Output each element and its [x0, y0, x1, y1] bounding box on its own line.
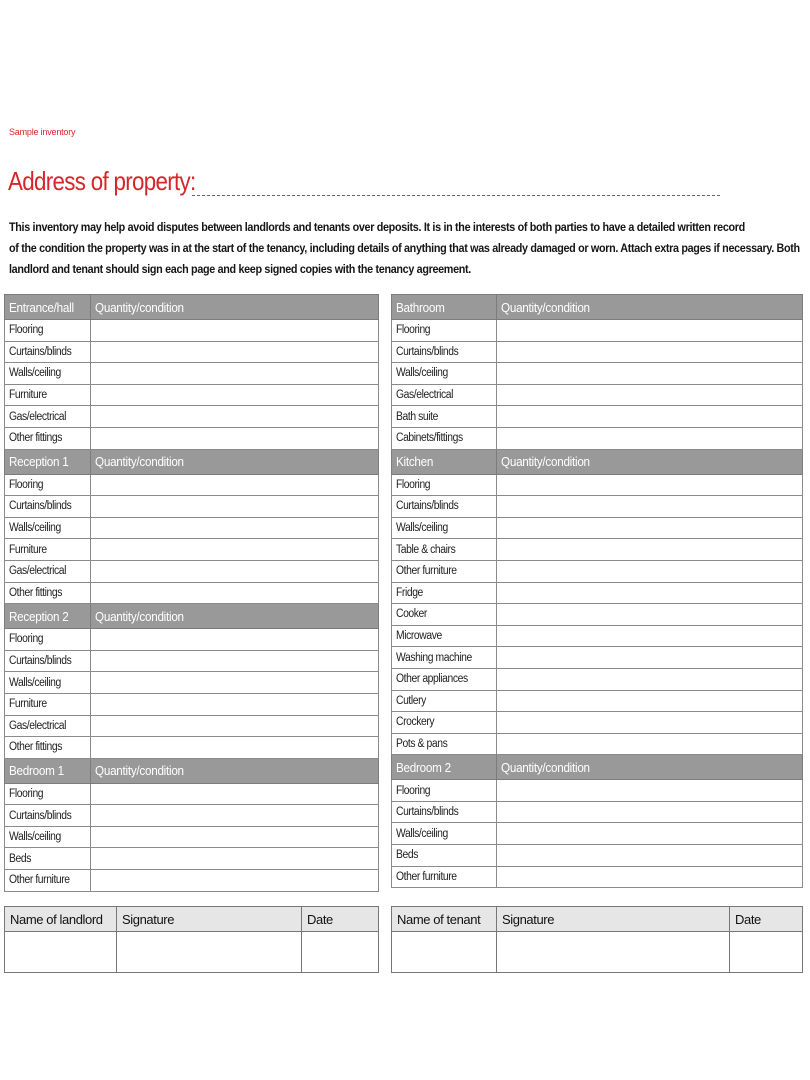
condition-field[interactable]: [497, 801, 803, 823]
intro-line: of the condition the property was in at the start of the tenancy, including details of anything that was already damaged or worn. Attach extra pages if necessary. Both: [9, 242, 800, 255]
item-label: [5, 384, 91, 406]
item-label: [5, 870, 91, 892]
table-row: [5, 363, 379, 385]
item-label-text: Flooring: [396, 478, 431, 491]
item-label: [392, 560, 497, 582]
condition-field[interactable]: [91, 560, 379, 582]
section-title: [5, 295, 91, 320]
item-label-text: Table & chairs: [396, 543, 456, 556]
condition-field[interactable]: [497, 406, 803, 428]
item-label-text: Cutlery: [396, 694, 426, 707]
condition-field[interactable]: [497, 690, 803, 712]
item-label-text: Walls/ceiling: [9, 676, 61, 689]
item-label-text: Walls/ceiling: [396, 367, 448, 380]
section-column-header: [497, 755, 803, 780]
item-label-text: Other furniture: [9, 874, 70, 887]
table-row: [392, 780, 803, 802]
item-label: [5, 427, 91, 449]
condition-field[interactable]: [497, 647, 803, 669]
section-column-header-text: Quantity/condition: [95, 454, 184, 470]
condition-field[interactable]: [91, 848, 379, 870]
condition-field[interactable]: [497, 539, 803, 561]
table-row: [392, 668, 803, 690]
condition-field[interactable]: [497, 780, 803, 802]
item-label-text: Curtains/blinds: [396, 345, 459, 358]
item-label: [5, 737, 91, 759]
condition-field[interactable]: [91, 715, 379, 737]
item-label: [392, 474, 497, 496]
item-label: [392, 406, 497, 428]
item-label-text: Curtains/blinds: [9, 809, 72, 822]
table-row: [5, 582, 379, 604]
section-header-entrance-hall: [5, 295, 379, 320]
section-title-text: Bathroom: [396, 299, 445, 315]
item-label: [392, 866, 497, 888]
condition-field[interactable]: [91, 629, 379, 651]
condition-field[interactable]: [91, 474, 379, 496]
item-label: [5, 582, 91, 604]
tenant-name-header: Name of tenant: [392, 907, 497, 932]
item-label-text: Gas/electrical: [396, 389, 454, 402]
condition-field[interactable]: [91, 672, 379, 694]
section-column-header: [91, 295, 379, 320]
item-label: [5, 560, 91, 582]
condition-field[interactable]: [497, 496, 803, 518]
item-label-text: Curtains/blinds: [9, 500, 72, 513]
item-label: [5, 715, 91, 737]
section-title-text: Kitchen: [396, 454, 434, 470]
table-row: [5, 805, 379, 827]
landlord-name-field[interactable]: [5, 932, 117, 973]
item-label-text: Gas/electrical: [9, 410, 67, 423]
tenant-name-field[interactable]: [392, 932, 497, 973]
item-label: [392, 427, 497, 449]
condition-field[interactable]: [497, 668, 803, 690]
item-label-text: Curtains/blinds: [396, 500, 459, 513]
item-label-text: Other furniture: [396, 565, 457, 578]
condition-field[interactable]: [91, 805, 379, 827]
item-label-text: Flooring: [396, 784, 431, 797]
table-row: [392, 517, 803, 539]
item-label-text: Gas/electrical: [9, 565, 67, 578]
item-label-text: Furniture: [9, 698, 47, 711]
item-label-text: Beds: [396, 849, 418, 862]
table-row: [5, 848, 379, 870]
item-label-text: Flooring: [9, 478, 44, 491]
condition-field[interactable]: [497, 582, 803, 604]
address-line[interactable]: [192, 195, 720, 196]
condition-field[interactable]: [91, 341, 379, 363]
item-label-text: Flooring: [9, 633, 44, 646]
landlord-date-header: Date: [302, 907, 379, 932]
condition-field[interactable]: [497, 517, 803, 539]
section-column-header-text: Quantity/condition: [95, 299, 184, 315]
section-column-header: [91, 449, 379, 474]
item-label: [5, 406, 91, 428]
section-column-header: [497, 449, 803, 474]
table-row: [392, 733, 803, 755]
item-label: [392, 363, 497, 385]
item-label: [392, 801, 497, 823]
table-row: [5, 629, 379, 651]
table-row: [5, 650, 379, 672]
condition-field[interactable]: [91, 539, 379, 561]
item-label-text: Flooring: [9, 787, 44, 800]
item-label: [5, 848, 91, 870]
item-label: [5, 672, 91, 694]
item-label-text: Curtains/blinds: [9, 655, 72, 668]
condition-field[interactable]: [91, 384, 379, 406]
section-header-kitchen: [392, 449, 803, 474]
item-label: [392, 690, 497, 712]
landlord-name-header: Name of landlord: [5, 907, 117, 932]
section-title-text: Bedroom 1: [9, 763, 64, 779]
item-label: [392, 733, 497, 755]
tenant-date-field[interactable]: [730, 932, 803, 973]
section-header-reception-2: [5, 604, 379, 629]
item-label-text: Curtains/blinds: [396, 806, 459, 819]
tenant-date-header: Date: [730, 907, 803, 932]
item-label: [392, 517, 497, 539]
item-label-text: Other furniture: [396, 870, 457, 883]
condition-field[interactable]: [91, 693, 379, 715]
condition-field[interactable]: [497, 474, 803, 496]
item-label-text: Other fittings: [9, 586, 63, 599]
item-label-text: Walls/ceiling: [396, 827, 448, 840]
table-row: [5, 341, 379, 363]
item-label: [392, 845, 497, 867]
tenant-signature-field[interactable]: [497, 932, 730, 973]
condition-field[interactable]: [497, 427, 803, 449]
condition-field[interactable]: [91, 870, 379, 892]
condition-field[interactable]: [91, 320, 379, 342]
item-label-text: Pots & pans: [396, 737, 448, 750]
item-label-text: Gas/electrical: [9, 719, 67, 732]
condition-field[interactable]: [497, 625, 803, 647]
item-label-text: Crockery: [396, 716, 435, 729]
item-label-text: Microwave: [396, 630, 442, 643]
landlord-date-field[interactable]: [302, 932, 379, 973]
intro-text: [9, 217, 799, 280]
condition-field[interactable]: [497, 823, 803, 845]
table-row: [392, 604, 803, 626]
tenant-signature-table: [391, 906, 803, 973]
table-row: [392, 474, 803, 496]
landlord-signature-field[interactable]: [117, 932, 302, 973]
condition-field[interactable]: [497, 341, 803, 363]
item-label: [5, 517, 91, 539]
table-row: [392, 427, 803, 449]
condition-field[interactable]: [91, 406, 379, 428]
item-label-text: Flooring: [396, 324, 431, 337]
section-title: [392, 755, 497, 780]
item-label-text: Washing machine: [396, 651, 472, 664]
item-label: [5, 783, 91, 805]
table-row: [5, 826, 379, 848]
landlord-signature-header: Signature: [117, 907, 302, 932]
section-column-header: [91, 604, 379, 629]
table-row: [5, 560, 379, 582]
table-row: [392, 560, 803, 582]
item-label: [392, 341, 497, 363]
condition-field[interactable]: [91, 737, 379, 759]
table-row: [5, 693, 379, 715]
condition-field[interactable]: [497, 384, 803, 406]
item-label-text: Bath suite: [396, 410, 438, 423]
condition-field[interactable]: [91, 826, 379, 848]
item-label-text: Walls/ceiling: [9, 522, 61, 535]
item-label: [5, 320, 91, 342]
table-row: [392, 582, 803, 604]
item-label-text: Cooker: [396, 608, 427, 621]
condition-field[interactable]: [91, 783, 379, 805]
section-title-text: Entrance/hall: [9, 299, 74, 315]
table-row: [5, 427, 379, 449]
address-label: Address of property:: [8, 166, 196, 196]
table-row: [5, 672, 379, 694]
table-row: [5, 715, 379, 737]
table-row: [5, 406, 379, 428]
section-column-header-text: Quantity/condition: [501, 299, 590, 315]
table-row: [392, 823, 803, 845]
item-label: [392, 384, 497, 406]
table-row: [392, 406, 803, 428]
intro-line: landlord and tenant should sign each page and keep signed copies with the tenancy agreement.: [9, 263, 471, 276]
section-title: [392, 295, 497, 320]
item-label: [392, 625, 497, 647]
condition-field[interactable]: [497, 845, 803, 867]
condition-field[interactable]: [91, 496, 379, 518]
table-row: [5, 496, 379, 518]
section-column-header: [497, 295, 803, 320]
item-label-text: Cabinets/fittings: [396, 432, 463, 445]
section-column-header-text: Quantity/condition: [95, 608, 184, 624]
item-label: [5, 805, 91, 827]
condition-field[interactable]: [91, 582, 379, 604]
item-label: [392, 823, 497, 845]
condition-field[interactable]: [497, 604, 803, 626]
landlord-signature-table: [4, 906, 379, 973]
item-label: [5, 539, 91, 561]
item-label-text: Flooring: [9, 324, 44, 337]
item-label: [392, 712, 497, 734]
tenant-signature-header: Signature: [497, 907, 730, 932]
section-header-bathroom: [392, 295, 803, 320]
table-row: [5, 517, 379, 539]
condition-field[interactable]: [497, 560, 803, 582]
item-label: [392, 582, 497, 604]
condition-field[interactable]: [497, 320, 803, 342]
section-title-text: Reception 1: [9, 454, 69, 470]
section-column-header: [91, 758, 379, 783]
table-row: [392, 845, 803, 867]
table-row: [392, 690, 803, 712]
condition-field[interactable]: [497, 733, 803, 755]
address-block: [8, 166, 728, 202]
table-row: [5, 320, 379, 342]
section-column-header-text: Quantity/condition: [501, 454, 590, 470]
table-row: [392, 866, 803, 888]
condition-field[interactable]: [91, 517, 379, 539]
table-row: [392, 496, 803, 518]
item-label-text: Furniture: [9, 543, 47, 556]
section-title: [5, 604, 91, 629]
item-label-text: Walls/ceiling: [396, 522, 448, 535]
item-label-text: Walls/ceiling: [9, 367, 61, 380]
condition-field[interactable]: [91, 427, 379, 449]
section-header-reception-1: [5, 449, 379, 474]
table-row: [392, 801, 803, 823]
section-title: [5, 758, 91, 783]
item-label: [5, 650, 91, 672]
condition-field[interactable]: [497, 866, 803, 888]
item-label: [5, 474, 91, 496]
left-inventory-table: [4, 294, 379, 892]
section-header-bedroom-2: [392, 755, 803, 780]
item-label: [392, 780, 497, 802]
table-row: [392, 625, 803, 647]
table-row: [5, 870, 379, 892]
table-row: [5, 474, 379, 496]
document-tag: Sample inventory: [9, 127, 76, 137]
table-row: [392, 320, 803, 342]
right-inventory-table: [391, 294, 803, 888]
item-label-text: Furniture: [9, 389, 47, 402]
item-label-text: Fridge: [396, 586, 423, 599]
item-label: [5, 363, 91, 385]
condition-field[interactable]: [497, 712, 803, 734]
item-label-text: Walls/ceiling: [9, 831, 61, 844]
item-label: [392, 539, 497, 561]
item-label: [392, 668, 497, 690]
section-title-text: Bedroom 2: [396, 759, 451, 775]
item-label-text: Curtains/blinds: [9, 345, 72, 358]
item-label: [392, 647, 497, 669]
table-row: [392, 341, 803, 363]
item-label: [5, 341, 91, 363]
section-header-bedroom-1: [5, 758, 379, 783]
section-title: [5, 449, 91, 474]
item-label-text: Other fittings: [9, 741, 63, 754]
table-row: [5, 737, 379, 759]
table-row: [392, 384, 803, 406]
condition-field[interactable]: [91, 363, 379, 385]
table-row: [392, 712, 803, 734]
section-title: [392, 449, 497, 474]
item-label: [392, 320, 497, 342]
item-label-text: Other fittings: [9, 432, 63, 445]
table-row: [392, 647, 803, 669]
item-label: [392, 604, 497, 626]
section-column-header-text: Quantity/condition: [95, 763, 184, 779]
intro-line: This inventory may help avoid disputes between landlords and tenants over deposits. It is in the interests of both parties to have a detailed written record: [9, 221, 745, 234]
section-column-header-text: Quantity/condition: [501, 759, 590, 775]
table-row: [392, 539, 803, 561]
condition-field[interactable]: [91, 650, 379, 672]
table-row: [5, 384, 379, 406]
section-title-text: Reception 2: [9, 608, 69, 624]
item-label: [5, 826, 91, 848]
item-label: [5, 629, 91, 651]
table-row: [5, 539, 379, 561]
item-label: [5, 496, 91, 518]
table-row: [5, 783, 379, 805]
item-label-text: Other appliances: [396, 673, 468, 686]
condition-field[interactable]: [497, 363, 803, 385]
item-label: [5, 693, 91, 715]
item-label: [392, 496, 497, 518]
item-label-text: Beds: [9, 852, 31, 865]
table-row: [392, 363, 803, 385]
